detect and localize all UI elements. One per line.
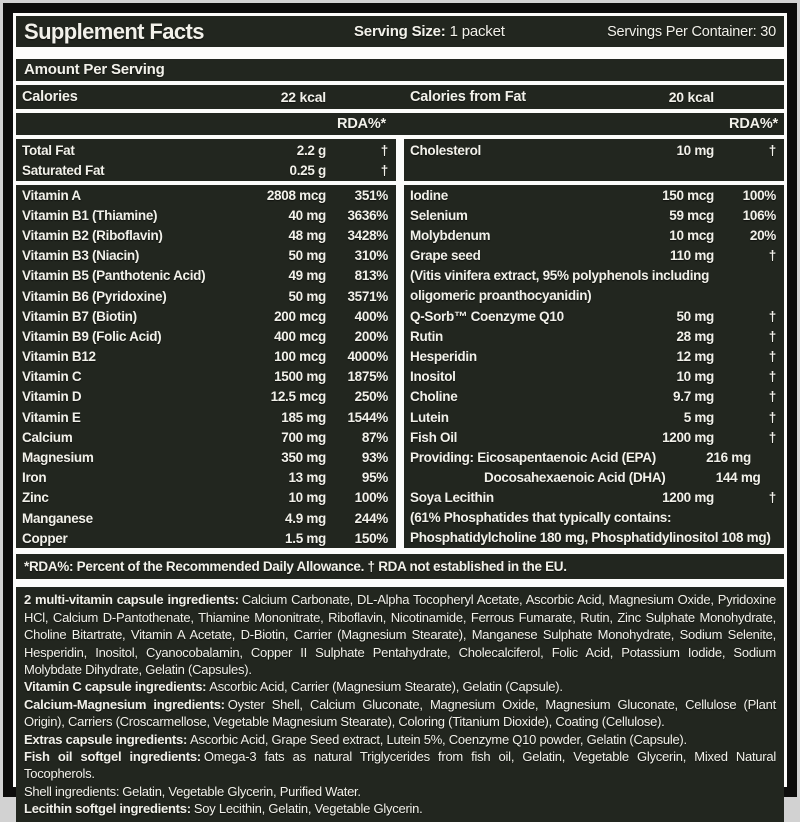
nutrient-rda: † xyxy=(714,389,776,404)
nutrient-name: Docosahexaenoic Acid (DHA) xyxy=(410,470,666,485)
note-text: (Vitis vinifera extract, 95% polyphenols including xyxy=(410,268,709,283)
nutrient-name: Vitamin B7 (Biotin) xyxy=(22,309,231,324)
nutrient-name: Rutin xyxy=(410,329,619,344)
nutrient-note-line xyxy=(404,508,784,528)
nutrient-row xyxy=(404,225,784,245)
ingredients-label: Calcium-Magnesium ingredients: xyxy=(24,697,225,712)
nutrient-rda: 106% xyxy=(714,208,776,223)
nutrient-amount: 5 mg xyxy=(619,410,714,425)
nutrient-name: Fish Oil xyxy=(410,430,619,445)
nutrient-name: Vitamin B2 (Riboflavin) xyxy=(22,228,231,243)
nutrient-name: Vitamin B9 (Folic Acid) xyxy=(22,329,231,344)
ingredients-text: Ascorbic Acid, Carrier (Magnesium Stearate), Gelatin (Capsule). xyxy=(209,679,562,694)
nutrient-row xyxy=(16,326,396,346)
nutrient-name: Inositol xyxy=(410,369,619,384)
serving-size-label: Serving Size: xyxy=(354,23,446,40)
nutrient-rda: 813% xyxy=(326,268,388,283)
nutrient-amount: 2.2 g xyxy=(231,143,326,158)
nutrient-row xyxy=(404,387,784,407)
nutrient-row xyxy=(404,347,784,367)
nutrient-row xyxy=(16,225,396,245)
nutrient-amount: 1200 mg xyxy=(619,490,714,505)
calories-left xyxy=(16,89,396,105)
nutrient-rda: † xyxy=(714,490,776,505)
nutrient-amount: 200 mcg xyxy=(231,309,326,324)
nutrient-row xyxy=(404,185,784,205)
note-text: Phosphatidylcholine 180 mg, Phosphatidylinositol 108 mg) xyxy=(410,530,771,545)
nutrient-amount: 144 mg xyxy=(666,470,761,485)
ingredients-section xyxy=(16,587,784,821)
note-text: oligomeric proanthocyanidin) xyxy=(410,288,591,303)
nutrient-rda: 150% xyxy=(326,531,388,546)
nutrient-name: Molybdenum xyxy=(410,228,619,243)
nutrient-rda: † xyxy=(326,143,388,158)
ingredients-text: Gelatin, Vegetable Glycerin, Purified Water. xyxy=(122,784,361,799)
nutrient-row xyxy=(404,407,784,427)
ingredients-label: Extras capsule ingredients: xyxy=(24,732,187,747)
nutrient-name: Vitamin B1 (Thiamine) xyxy=(22,208,231,223)
nutrient-rda: 95% xyxy=(326,470,388,485)
note-text: (61% Phosphatides that typically contains: xyxy=(410,510,671,525)
nutrient-name: Saturated Fat xyxy=(22,163,231,178)
nutrient-note-line xyxy=(404,266,784,286)
column-divider xyxy=(396,139,404,548)
ingredients-paragraph xyxy=(24,731,776,748)
ingredients-label: Vitamin C capsule ingredients: xyxy=(24,679,206,694)
nutrient-name: Choline xyxy=(410,389,619,404)
nutrient-amount: 12 mg xyxy=(619,349,714,364)
nutrient-row xyxy=(404,427,784,447)
nutrient-rda: 20% xyxy=(714,228,776,243)
nutrient-amount: 400 mcg xyxy=(231,329,326,344)
nutrient-row xyxy=(16,140,396,160)
nutrient-rda: † xyxy=(714,369,776,384)
right-column xyxy=(404,139,784,548)
nutrient-name: Hesperidin xyxy=(410,349,619,364)
nutrient-row xyxy=(16,427,396,447)
nutrient-row xyxy=(16,528,396,548)
nutrient-rda: † xyxy=(714,309,776,324)
nutrient-name: Vitamin B6 (Pyridoxine) xyxy=(22,289,231,304)
label-frame xyxy=(3,3,797,797)
nutrient-name: Vitamin D xyxy=(22,389,231,404)
supplement-facts-panel xyxy=(13,13,787,787)
nutrient-row xyxy=(16,266,396,286)
nutrient-amount: 48 mg xyxy=(231,228,326,243)
nutrient-amount: 49 mg xyxy=(231,268,326,283)
nutrient-rda: 4000% xyxy=(326,349,388,364)
ingredients-text: Ascorbic Acid, Grape Seed extract, Lutein 5%, Coenzyme Q10 powder, Gelatin (Capsule). xyxy=(190,732,687,747)
nutrient-note-line xyxy=(404,528,784,548)
nutrient-amount: 50 mg xyxy=(619,309,714,324)
nutrient-rda: † xyxy=(714,349,776,364)
nutrient-rda: † xyxy=(714,410,776,425)
nutrient-amount: 100 mcg xyxy=(231,349,326,364)
nutrient-name: Total Fat xyxy=(22,143,231,158)
nutrient-row xyxy=(16,468,396,488)
nutrient-row xyxy=(16,306,396,326)
nutrient-rda: † xyxy=(326,163,388,178)
nutrient-amount: 59 mcg xyxy=(619,208,714,223)
nutrient-rda: 3571% xyxy=(326,289,388,304)
ingredients-paragraph xyxy=(24,783,776,800)
nutrient-rda: † xyxy=(714,143,776,158)
nutrient-row xyxy=(16,246,396,266)
nutrient-row xyxy=(16,508,396,528)
nutrient-amount: 12.5 mcg xyxy=(231,389,326,404)
nutrient-rda: 3636% xyxy=(326,208,388,223)
nutrient-amount: 13 mg xyxy=(231,470,326,485)
ingredients-text: Oyster Shell, Calcium Gluconate, Magnesium Oxide, Magnesium Gluconate, Cellulose (Plant Origin), Carriers (Croscarmellose, Vegetable Magnesium Stearate), Coloring (Titanium Dioxide), Coating (Cellulose). xyxy=(24,697,776,729)
calories-label: Calories xyxy=(22,89,231,105)
serving-size-value: 1 packet xyxy=(450,23,505,40)
left-nutrient-block xyxy=(16,185,396,548)
nutrient-name: Vitamin E xyxy=(22,410,231,425)
nutrient-rda: 310% xyxy=(326,248,388,263)
nutrient-amount: 40 mg xyxy=(231,208,326,223)
nutrient-name: Vitamin B3 (Niacin) xyxy=(22,248,231,263)
nutrient-row xyxy=(404,140,784,160)
calories-from-fat-value: 20 kcal xyxy=(619,89,714,105)
nutrient-row xyxy=(404,468,784,488)
nutrient-amount: 185 mg xyxy=(231,410,326,425)
nutrient-row xyxy=(16,387,396,407)
ingredients-text: Soy Lecithin, Gelatin, Vegetable Glycerin. xyxy=(194,801,423,816)
nutrient-name: Manganese xyxy=(22,511,231,526)
nutrient-rda: † xyxy=(714,248,776,263)
nutrient-amount: 10 mg xyxy=(619,369,714,384)
nutrient-rda: 3428% xyxy=(326,228,388,243)
nutrient-columns xyxy=(16,139,784,548)
nutrient-rda: 100% xyxy=(326,490,388,505)
nutrient-amount: 216 mg xyxy=(656,450,751,465)
right-nutrient-block xyxy=(404,185,784,548)
nutrient-amount: 0.25 g xyxy=(231,163,326,178)
nutrient-name: Vitamin B5 (Panthotenic Acid) xyxy=(22,268,231,283)
ingredients-label: Shell ingredients: xyxy=(24,784,119,799)
nutrient-rda: 400% xyxy=(326,309,388,324)
nutrient-rda: † xyxy=(714,329,776,344)
ingredients-text: Calcium Carbonate, DL-Alpha Tocopheryl Acetate, Ascorbic Acid, Magnesium Oxide, Pyridoxine HCl, Calcium D-Pantothenate, Thiamine Mononitrate, Riboflavin, Nicotinamide, Ferrous Fumarate, Rutin, Zinc Sulphate Monohydrate, Choline Bitartrate, Vitamin A Acetate, D-Biotin, Carrier (Magnesium Stearate), Manganese Sulphate Monohydrate, Sodium Selenite, Hesperidin, Inositol, Cyanocobalamin, Copper II Sulphate Pentahydrate, Cholecalciferol, Folic Acid, Potassium Iodide, Sodium Molybdate Dihydrate, Gelatin (Capsules). xyxy=(24,592,776,677)
nutrient-amount: 350 mg xyxy=(231,450,326,465)
nutrient-row xyxy=(404,367,784,387)
nutrient-amount: 1500 mg xyxy=(231,369,326,384)
ingredients-text: Omega-3 fats as natural Triglycerides from fish oil, Gelatin, Vegetable Glycerin, Mixed Natural Tocopherols. xyxy=(24,749,776,781)
nutrient-rda: 244% xyxy=(326,511,388,526)
nutrient-name: Iron xyxy=(22,470,231,485)
nutrient-name: Calcium xyxy=(22,430,231,445)
nutrient-amount: 28 mg xyxy=(619,329,714,344)
nutrient-note-line xyxy=(404,286,784,306)
nutrient-amount: 1.5 mg xyxy=(231,531,326,546)
nutrient-row xyxy=(404,488,784,508)
nutrient-rda: 250% xyxy=(326,389,388,404)
panel-title: Supplement Facts xyxy=(24,19,354,45)
ingredients-paragraph xyxy=(24,696,776,731)
nutrient-row xyxy=(16,367,396,387)
nutrient-rda: 100% xyxy=(714,188,776,203)
nutrient-name: Cholesterol xyxy=(410,143,619,158)
nutrient-amount: 150 mcg xyxy=(619,188,714,203)
nutrient-amount: 2808 mcg xyxy=(231,188,326,203)
ingredients-paragraph xyxy=(24,678,776,695)
calories-row xyxy=(16,85,784,109)
serving-size xyxy=(354,23,594,40)
nutrient-name: Grape seed xyxy=(410,248,619,263)
nutrient-amount: 50 mg xyxy=(231,289,326,304)
rda-header-left: RDA%* xyxy=(16,116,396,132)
amount-per-serving-heading: Amount Per Serving xyxy=(16,59,784,81)
nutrient-row xyxy=(404,205,784,225)
nutrient-rda: † xyxy=(714,430,776,445)
nutrient-amount: 700 mg xyxy=(231,430,326,445)
nutrient-name: Soya Lecithin xyxy=(410,490,619,505)
ingredients-label: Lecithin softgel ingredients: xyxy=(24,801,191,816)
calories-from-fat-label: Calories from Fat xyxy=(410,89,619,105)
nutrient-amount: 9.7 mg xyxy=(619,389,714,404)
nutrient-row xyxy=(16,488,396,508)
nutrient-row xyxy=(16,185,396,205)
nutrient-row xyxy=(16,205,396,225)
servings-label: Servings Per Container: xyxy=(607,24,756,40)
rda-header-row xyxy=(16,113,784,135)
nutrient-amount: 10 mg xyxy=(231,490,326,505)
nutrient-rda: 351% xyxy=(326,188,388,203)
ingredients-paragraph xyxy=(24,591,776,678)
nutrient-row xyxy=(404,306,784,326)
nutrient-rda: 200% xyxy=(326,329,388,344)
nutrient-name: Vitamin C xyxy=(22,369,231,384)
nutrient-rda: 1544% xyxy=(326,410,388,425)
nutrient-row xyxy=(16,160,396,180)
nutrient-name: Zinc xyxy=(22,490,231,505)
nutrient-name: Lutein xyxy=(410,410,619,425)
ingredients-paragraph xyxy=(24,748,776,783)
nutrient-row xyxy=(404,326,784,346)
ingredients-paragraph xyxy=(24,800,776,817)
nutrient-name: Vitamin A xyxy=(22,188,231,203)
nutrient-name: Q-Sorb™ Coenzyme Q10 xyxy=(410,309,619,324)
nutrient-rda: 87% xyxy=(326,430,388,445)
nutrient-amount: 1200 mg xyxy=(619,430,714,445)
nutrient-amount: 4.9 mg xyxy=(231,511,326,526)
nutrient-amount: 50 mg xyxy=(231,248,326,263)
nutrient-rda: 93% xyxy=(326,450,388,465)
servings-per-container xyxy=(594,24,776,40)
servings-value: 30 xyxy=(760,24,776,40)
nutrient-amount: 10 mg xyxy=(619,143,714,158)
calories-value: 22 kcal xyxy=(231,89,326,105)
nutrient-row xyxy=(404,246,784,266)
right-cholesterol-block xyxy=(404,139,784,181)
nutrient-amount: 110 mg xyxy=(619,248,714,263)
rda-footnote: *RDA%: Percent of the Recommended Daily Allowance. † RDA not established in the EU. xyxy=(16,554,784,579)
nutrient-row xyxy=(16,447,396,467)
rda-header-right: RDA%* xyxy=(396,116,784,132)
nutrient-name: Copper xyxy=(22,531,231,546)
header-band xyxy=(16,16,784,47)
nutrient-name: Providing: Eicosapentaenoic Acid (EPA) xyxy=(410,450,656,465)
nutrient-name: Vitamin B12 xyxy=(22,349,231,364)
nutrient-row xyxy=(16,347,396,367)
ingredients-label: 2 multi-vitamin capsule ingredients: xyxy=(24,592,239,607)
nutrient-row xyxy=(404,447,784,467)
nutrient-row xyxy=(16,407,396,427)
nutrient-name: Iodine xyxy=(410,188,619,203)
left-fat-block xyxy=(16,139,396,181)
nutrient-rda: 1875% xyxy=(326,369,388,384)
calories-right xyxy=(404,89,784,105)
nutrient-amount: 10 mcg xyxy=(619,228,714,243)
nutrient-row xyxy=(16,286,396,306)
nutrient-name: Magnesium xyxy=(22,450,231,465)
ingredients-label: Fish oil softgel ingredients: xyxy=(24,749,201,764)
left-column xyxy=(16,139,396,548)
nutrient-name: Selenium xyxy=(410,208,619,223)
